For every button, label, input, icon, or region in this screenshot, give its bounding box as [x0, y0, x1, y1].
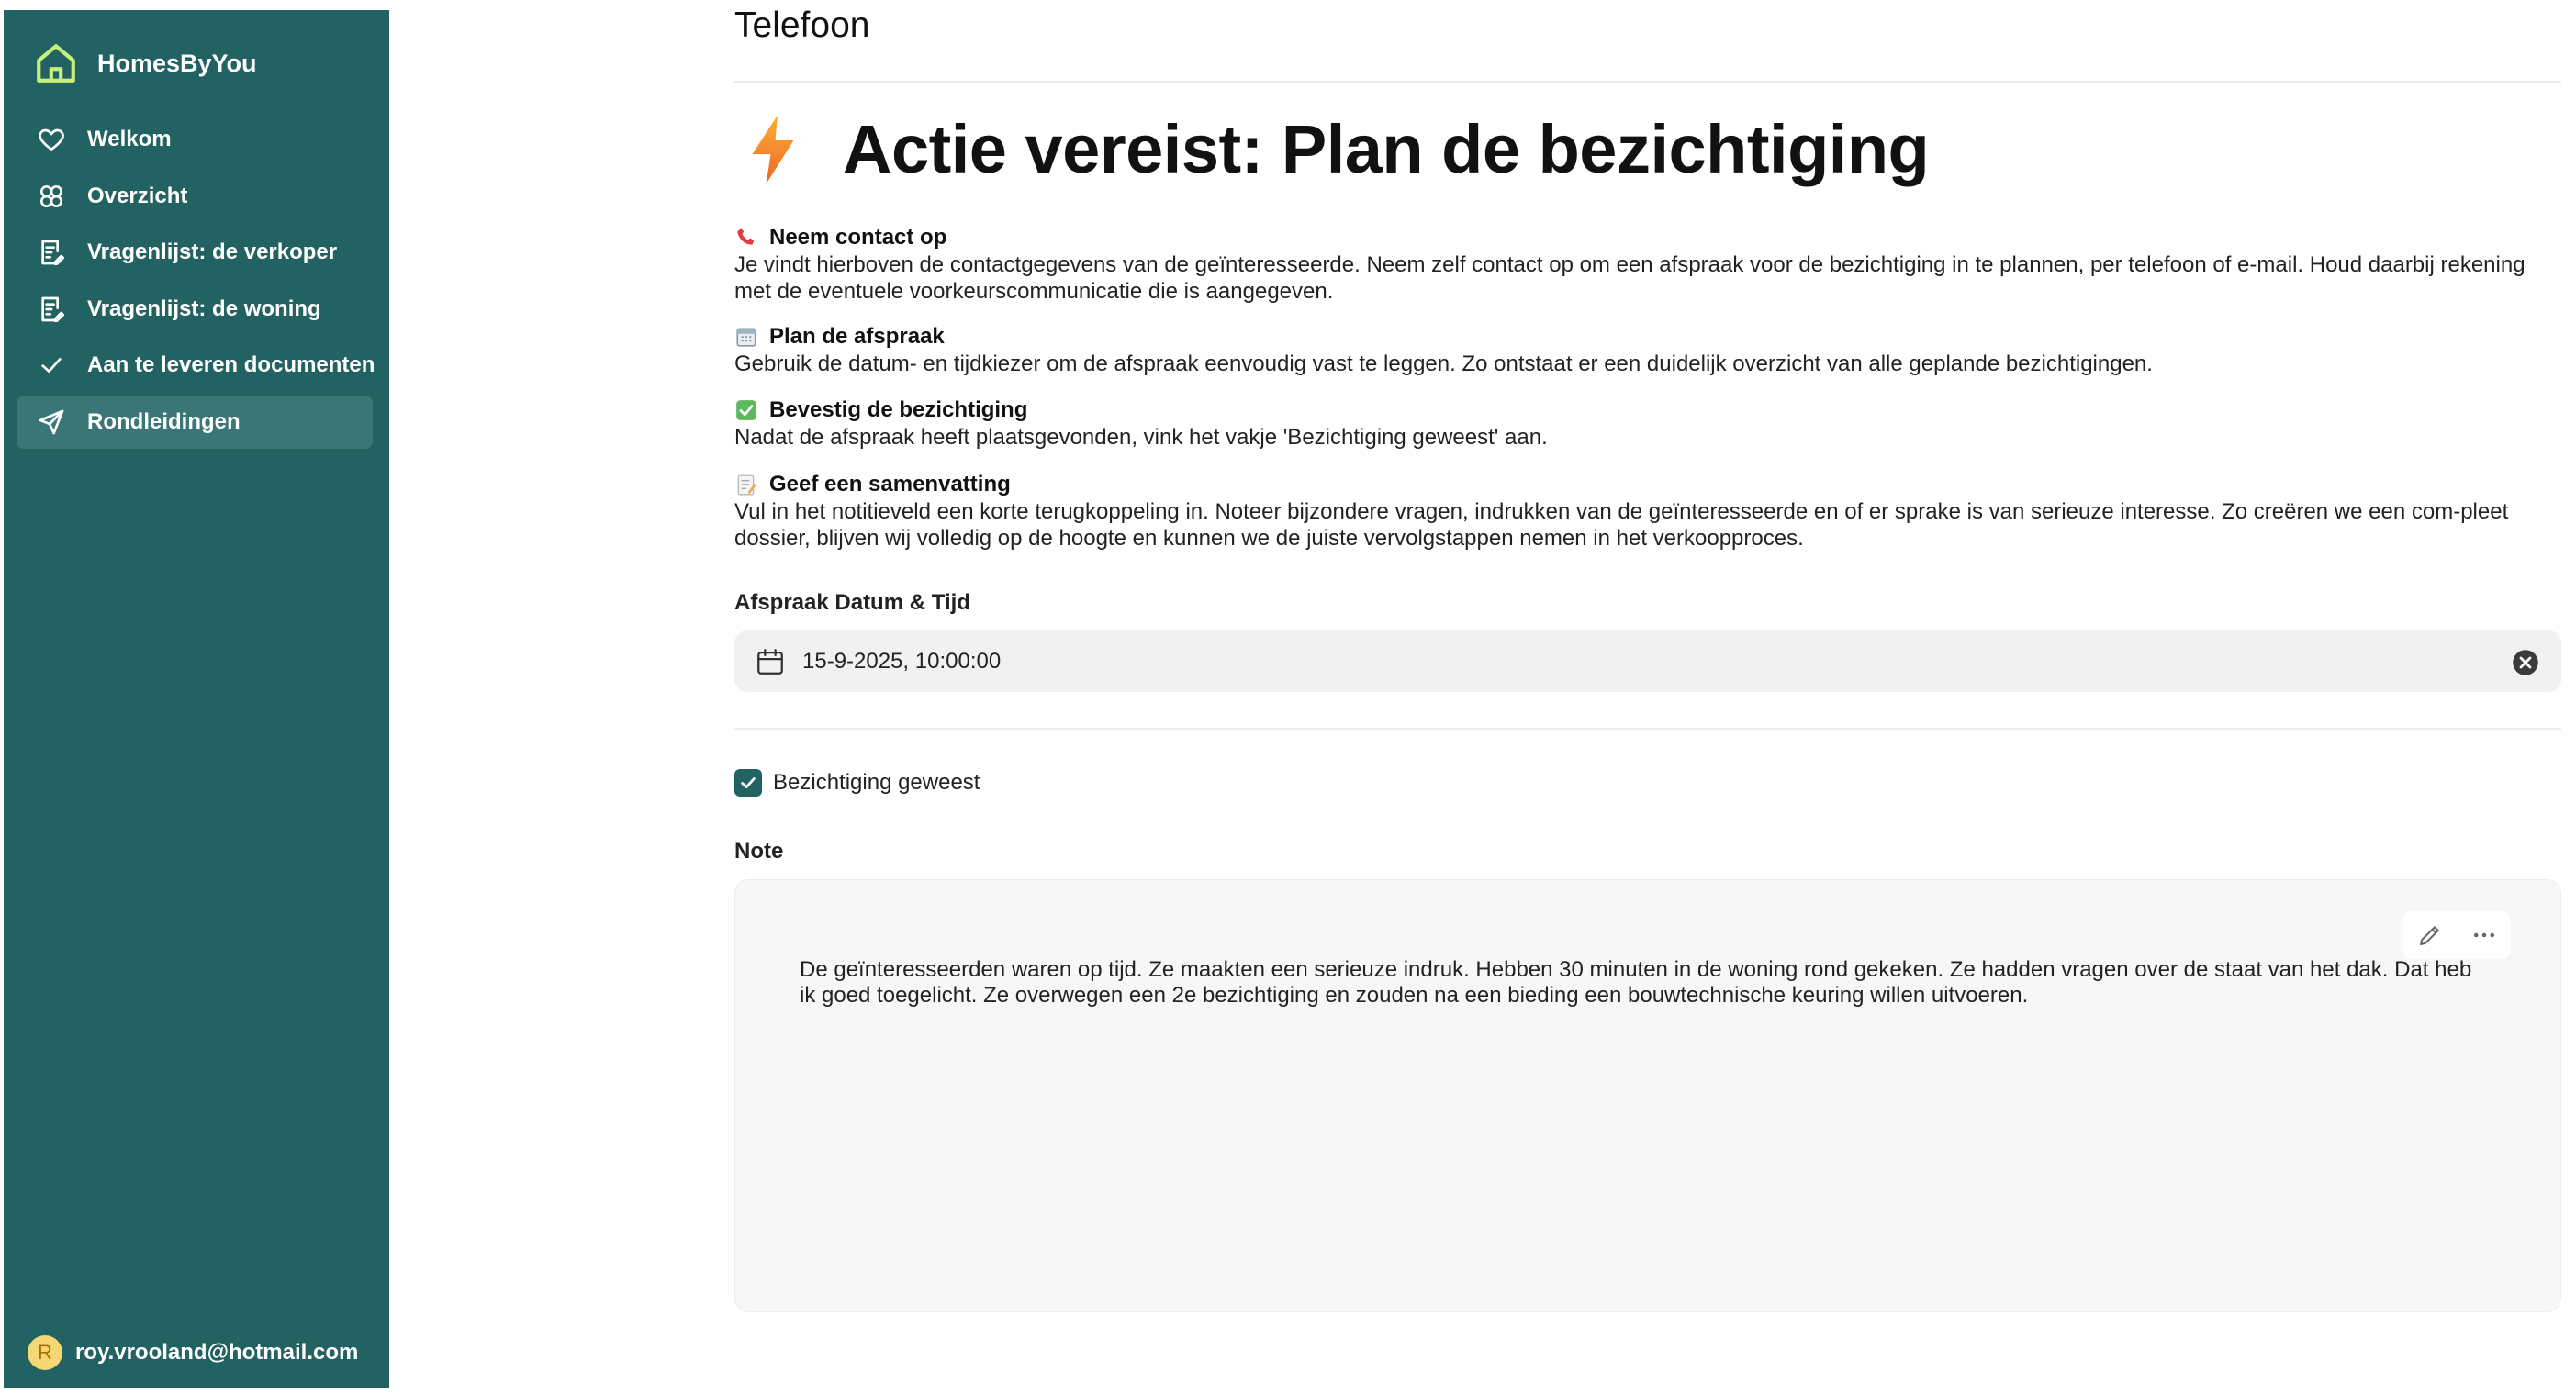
clover-icon: [37, 182, 66, 211]
avatar: R: [28, 1335, 62, 1370]
step-title: Geef een samenvatting: [769, 472, 1011, 496]
checkbox-label: Bezichtiging geweest: [773, 770, 980, 795]
divider: [734, 81, 2561, 83]
check-mark-icon: [734, 398, 758, 422]
clear-icon[interactable]: [2512, 649, 2539, 676]
memo-icon: [734, 473, 758, 496]
home-icon: [33, 40, 79, 86]
sidebar-item-label: Welkom: [87, 127, 172, 151]
bezichtiging-checkbox[interactable]: [734, 769, 762, 797]
form-icon: [37, 295, 66, 324]
date-time-value: 15-9-2025, 10:00:00: [802, 648, 1002, 674]
section-title: Telefoon: [734, 6, 870, 45]
user-account[interactable]: [28, 1335, 358, 1370]
send-icon: [37, 407, 66, 437]
sidebar-item-vragenlijst-woning[interactable]: [17, 283, 373, 336]
step-text: Nadat de afspraak heeft plaatsgevonden, vink het vakje 'Bezichtiging geweest' aan.: [734, 425, 1548, 450]
sidebar-item-overzicht[interactable]: [17, 170, 373, 223]
step-title: Plan de afspraak: [769, 324, 945, 349]
heart-icon: [37, 125, 66, 154]
sidebar-item-label: Aan te leveren documenten: [87, 352, 375, 377]
step-confirm: [734, 396, 2561, 451]
divider: [734, 728, 2561, 730]
brand[interactable]: [33, 40, 257, 86]
note-toolbar: [2402, 911, 2511, 959]
step-summary: [734, 471, 2561, 552]
sidebar-item-welkom[interactable]: [17, 113, 373, 166]
bezichtiging-checkbox-row[interactable]: [734, 769, 980, 797]
sidebar-item-label: Overzicht: [87, 183, 188, 208]
page-title: Actie vereist: Plan de bezichtiging: [843, 111, 1930, 187]
step-contact: [734, 224, 2561, 305]
brand-name: HomesByYou: [97, 49, 257, 77]
phone-icon: [734, 226, 758, 250]
sidebar-item-rondleidingen[interactable]: [17, 396, 373, 449]
check-icon: [37, 351, 66, 380]
check-icon: [738, 773, 758, 793]
calendar-icon: [734, 325, 758, 349]
sidebar-item-vragenlijst-verkoper[interactable]: [17, 226, 373, 279]
date-field-label: Afspraak Datum & Tijd: [734, 590, 970, 615]
form-icon: [37, 238, 66, 267]
sidebar-item-label: Rondleidingen: [87, 408, 241, 434]
step-title: Bevestig de bezichtiging: [769, 397, 1028, 422]
step-plan: [734, 323, 2561, 377]
sidebar: [4, 10, 389, 1388]
lightning-icon: [744, 113, 802, 186]
note-editor[interactable]: [734, 879, 2561, 1312]
sidebar-item-label: Vragenlijst: de woning: [87, 296, 321, 321]
note-label: Note: [734, 839, 784, 864]
page-headline: [734, 110, 1929, 188]
step-text: Gebruik de datum- en tijdkiezer om de afspraak eenvoudig vast te leggen. Zo ontstaat er een duidelijk overzicht van alle geplande bezichtigingen.: [734, 351, 2153, 376]
note-text[interactable]: De geïnteresseerden waren op tijd. Ze maakten een serieuze indruk. Hebben 30 minuten in de woning rond gekeken. Ze hadden vragen over de staat van het dak. Dat heb ik goed toegelicht. Ze overwegen een 2e bezichtiging en zouden na een bieding een bouwtechnische keuring willen uitvoeren.: [800, 957, 2472, 1008]
sidebar-item-documenten[interactable]: [17, 339, 373, 392]
step-text: Je vindt hierboven de contactgegevens van de geïnteresseerde. Neem zelf contact op om een afspraak voor de bezichtiging in te plannen, per telefoon of e-mail. Houd daarbij rekening met de eventuele voorkeurscommunicatie die is aangegeven.: [734, 252, 2526, 304]
calendar-icon[interactable]: [755, 646, 786, 677]
sidebar-nav: [17, 113, 373, 452]
sidebar-item-label: Vragenlijst: de verkoper: [87, 240, 338, 264]
date-time-input[interactable]: [734, 630, 2561, 692]
more-icon[interactable]: [2470, 921, 2498, 949]
step-title: Neem contact op: [769, 225, 947, 250]
step-text: Vul in het notitieveld een korte terugkoppeling in. Noteer bijzondere vragen, indrukken van de geïnteresseerde en of er sprake is van serieuze interesse. Zo creëren we een com-pleet dossier, blijven wij volledig op de hoogte en kunnen we de juiste vervolgstappen nemen in het verkoopproces.: [734, 499, 2509, 551]
pencil-icon[interactable]: [2416, 921, 2444, 949]
user-email: roy.vrooland@hotmail.com: [75, 1340, 359, 1365]
